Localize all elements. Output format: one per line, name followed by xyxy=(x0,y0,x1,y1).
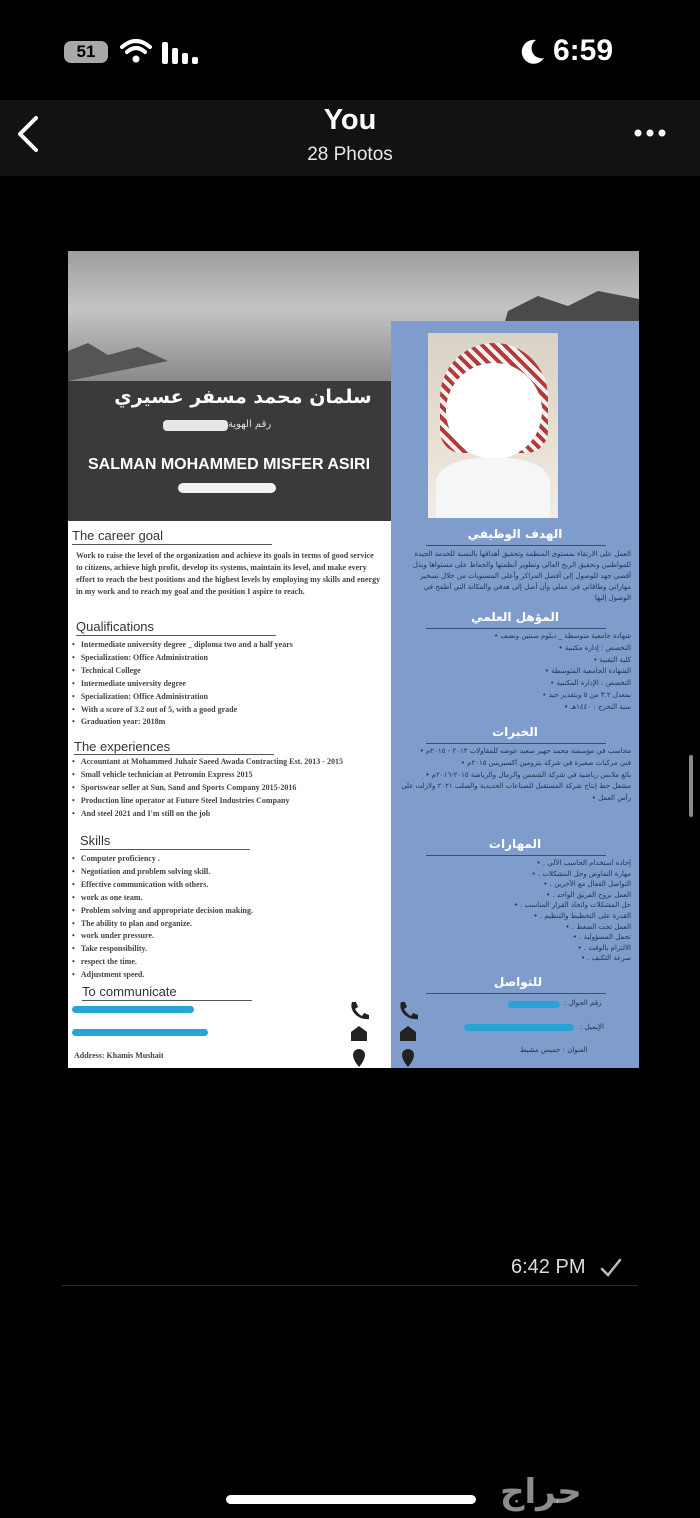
redacted-face xyxy=(446,363,542,459)
ar-phone-label: رقم الجوال : xyxy=(564,999,602,1007)
sent-check-icon xyxy=(600,1258,622,1278)
divider xyxy=(426,855,606,856)
phone-icon xyxy=(351,1002,369,1019)
contact-icons xyxy=(397,999,419,1068)
qualifications-title: Qualifications xyxy=(76,619,155,634)
message-time: 6:42 PM xyxy=(511,1256,586,1278)
skills-title: Skills xyxy=(80,833,111,848)
ar-experiences-list xyxy=(401,746,631,805)
envelope-icon xyxy=(351,1026,367,1041)
list-item: • Graduation year: 2018m xyxy=(72,716,382,729)
redacted-id xyxy=(163,420,228,431)
haraj-watermark: حراج xyxy=(500,1472,582,1512)
list-item: حل المشكلات واتخاذ القرار المناسب . • xyxy=(401,900,631,911)
list-item: • work as one team. xyxy=(72,892,372,905)
experiences-list xyxy=(72,756,364,821)
list-item: التخصص : إدارة مكتبية • xyxy=(401,643,631,655)
resume-photo[interactable] xyxy=(68,251,639,1068)
location-icon xyxy=(353,1049,365,1067)
english-name: SALMAN MOHAMMED MISFER ASIRI xyxy=(87,456,371,473)
list-item: • Intermediate university degree xyxy=(72,678,382,691)
list-item: مشغل خط إنتاج شركة المستقبل للصناعات الحديدية والصلب ٢٠٢١ ولازلت على رأس العمل • xyxy=(401,781,631,805)
list-item: التواصل الفعال مع الآخرين . • xyxy=(401,879,631,890)
album-title: You xyxy=(323,104,377,136)
list-item: محاسب في مؤسسة محمد جهير سعيد عوضه للمقاولات ٢٠١٣ - ٢٠١٥م • xyxy=(401,746,631,758)
list-item: • Sportswear seller at Sun, Sand and Sports Company 2015-2016 xyxy=(72,782,364,795)
ar-address: العنوان : خميس مشيط xyxy=(520,1046,588,1054)
list-item: • Computer proficiency . xyxy=(72,853,372,866)
skills-list xyxy=(72,853,372,982)
location-icon xyxy=(402,1049,414,1067)
ar-skills-list xyxy=(401,858,631,964)
list-item: • Problem solving and appropriate decision making. xyxy=(72,905,372,918)
list-item: • Negotiation and problem solving skill. xyxy=(72,866,372,879)
list-item: بمعدل ٣.٢ من ٥ وبتقدير جيد • xyxy=(401,690,631,702)
list-item: تحمل المسؤولية . • xyxy=(401,932,631,943)
top-nav-bar xyxy=(0,100,700,176)
redacted-line xyxy=(178,483,276,493)
ar-experiences-title: الخبرات xyxy=(492,725,538,739)
signal-icon xyxy=(162,40,200,64)
photo-count: 28 Photos xyxy=(307,144,393,165)
phone-icon xyxy=(400,1002,418,1019)
profile-photo xyxy=(428,333,558,518)
address-text: Address: Khamis Mushait xyxy=(74,1051,164,1060)
redacted-email xyxy=(72,1029,208,1036)
divider xyxy=(76,635,276,636)
moon-icon xyxy=(520,38,546,66)
list-item: • respect the time. xyxy=(72,956,372,969)
ar-contact-title: للتواصل xyxy=(493,975,543,989)
contact-icons xyxy=(348,999,370,1068)
ar-qualifications-title: المؤهل العلمي xyxy=(471,610,559,624)
list-item: العمل تحت الضغط . • xyxy=(401,922,631,933)
list-item: بائع ملابس رياضية في شركة الشمس والرمال والرياضة ٢٠١٥-٢٠١٦م • xyxy=(401,770,631,782)
divider xyxy=(426,628,606,629)
list-item: فني مركبات صغيرة في شركة بترومين اكسبريس ٢٠١٥م • xyxy=(401,758,631,770)
list-item: القدرة على التخطيط والتنظيم . • xyxy=(401,911,631,922)
list-item: كلية التقنية • xyxy=(401,655,631,667)
divider xyxy=(426,993,606,994)
back-chevron-icon[interactable] xyxy=(14,114,44,154)
ar-skills-title: المهارات xyxy=(488,837,542,851)
list-item: مهارة التفاوض وحل المشكلات . • xyxy=(401,869,631,880)
list-item: • With a score of 3.2 out of 5, with a good grade xyxy=(72,704,382,717)
list-item: • Accountant at Mohammed Juhair Saeed Awada Contracting Est. 2013 - 2015 xyxy=(72,756,364,769)
list-item: إجادة استخدام الحاسب الآلي . • xyxy=(401,858,631,869)
list-item: • Small vehicle technician at Petromin Express 2015 xyxy=(72,769,364,782)
id-label: رقم الهوية xyxy=(228,419,272,430)
envelope-icon xyxy=(400,1026,416,1041)
list-item: • Intermediate university degree _ diploma two and a half years xyxy=(72,639,382,652)
divider xyxy=(426,545,606,546)
experiences-title: The experiences xyxy=(74,739,171,754)
redacted-email xyxy=(464,1024,574,1031)
divider xyxy=(80,849,250,850)
divider xyxy=(426,743,606,744)
list-item: • Specialization: Office Administration xyxy=(72,691,382,704)
more-options-icon[interactable] xyxy=(632,128,668,138)
clock: 6:59 xyxy=(553,34,614,67)
list-item: • Take responsibility. xyxy=(72,943,372,956)
divider xyxy=(74,754,274,755)
status-bar xyxy=(0,0,700,100)
list-item: سنة التخرج : ١٤٤٠هـ • xyxy=(401,702,631,714)
redacted-phone xyxy=(508,1001,560,1008)
list-item: • The ability to plan and organize. xyxy=(72,918,372,931)
list-item: • Effective communication with others. xyxy=(72,879,372,892)
redacted-phone xyxy=(72,1006,194,1013)
list-item: التخصص : الإدارة المكتبية • xyxy=(401,678,631,690)
list-item: • And steel 2021 and I'm still on the job xyxy=(72,808,364,821)
scroll-indicator[interactable] xyxy=(689,755,693,817)
ar-qualifications-list xyxy=(401,631,631,714)
divider xyxy=(62,1285,638,1286)
wifi-icon xyxy=(120,38,152,64)
list-item: شهادة جامعية متوسطة _ دبلوم سنتين ونصف • xyxy=(401,631,631,643)
list-item: • Specialization: Office Administration xyxy=(72,652,382,665)
list-item: • Adjustment speed. xyxy=(72,969,372,982)
ar-email-label: الإيميل : xyxy=(580,1023,604,1031)
ar-goal-title: الهدف الوظيفي xyxy=(467,527,563,541)
career-goal-text: Work to raise the level of the organization and achieve its goals in terms of good service to citizens, achieve high profit, develop its systems, maintain its level, and make every effort to reach the best positions and the highest levels by employing my skills and energy in my work and to reach my goal and the position I aspire to reach. xyxy=(76,551,381,596)
ar-goal-text: العمل على الارتقاء بمستوى المنظمة وتحقيق أهدافها بالنسبة للخدمة الجيدة للمواطنين وتحقيق الربح العالي وتطوير أنظمتها والحفاظ على مستواها وبذل أقصى جهد للوصول إلى أفضل المراكز وأعلى المستويات من خلال تسخير مهاراتي وطاقاتي في عملي وأن أصل إلى هدفي والمكانة التي أطمح في الوصول إليها xyxy=(412,550,631,602)
divider xyxy=(72,544,272,545)
divider xyxy=(82,1000,252,1001)
list-item: • Production line operator at Future Steel Industries Company xyxy=(72,795,364,808)
communicate-title: To communicate xyxy=(82,984,177,999)
list-item: • Technical College xyxy=(72,665,382,678)
list-item: الالتزام بالوقت . • xyxy=(401,943,631,954)
list-item: العمل بروح الفريق الواحد . • xyxy=(401,890,631,901)
list-item: الشهادة الجامعية المتوسطة • xyxy=(401,666,631,678)
qualifications-list xyxy=(72,639,382,729)
battery-indicator: 51 xyxy=(64,41,108,63)
list-item: • work under pressure. xyxy=(72,930,372,943)
list-item: سرعة التكيف . • xyxy=(401,953,631,964)
arabic-name: سلمان محمد مسفر عسيري xyxy=(114,386,372,408)
career-goal-title: The career goal xyxy=(72,528,164,543)
home-indicator[interactable] xyxy=(226,1495,476,1504)
